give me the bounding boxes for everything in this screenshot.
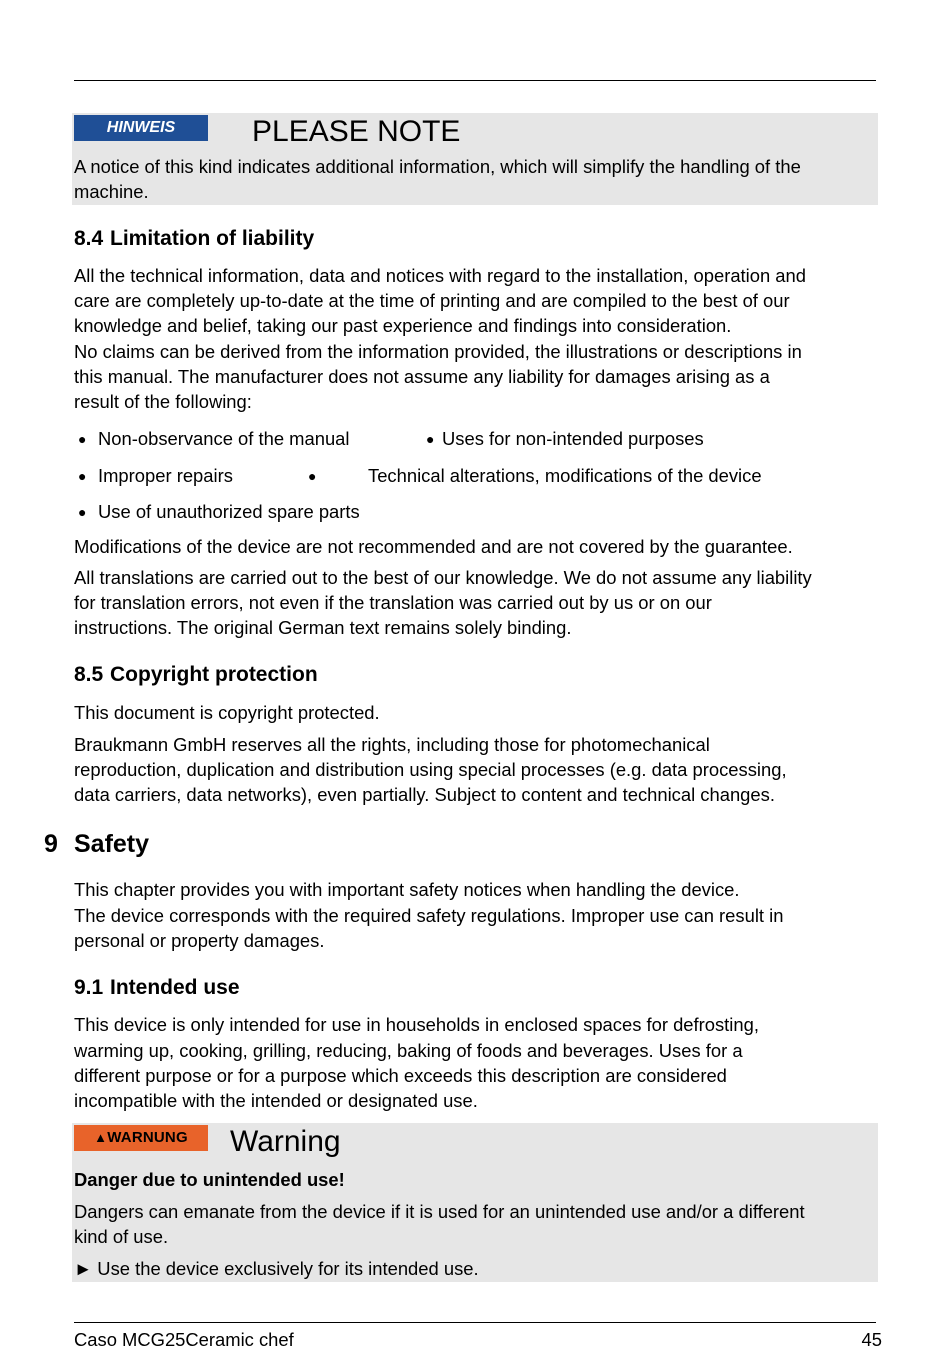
s9-line-3: personal or property damages. [74, 930, 325, 951]
s91-line-3: different purpose or for a purpose which exceeds this description are considered [74, 1065, 727, 1086]
s91-line-4: incompatible with the intended or designated use. [74, 1090, 478, 1111]
bullet-item: ● Improper repairs [78, 463, 233, 489]
warning-title: Warning [230, 1125, 341, 1158]
s84-line-1: All the technical information, data and notices with regard to the installation, operation and [74, 265, 806, 286]
hinweis-badge: HINWEIS [74, 115, 208, 141]
heading-9-number: 9 [44, 830, 58, 858]
heading-8-4 [74, 226, 314, 252]
heading-8-5-number: 8.5 [74, 663, 104, 686]
heading-8-4-number: 8.4 [74, 227, 104, 250]
s84-modifications: Modifications of the device are not recommended and are not covered by the guarantee. [74, 536, 793, 557]
heading-8-5 [74, 662, 318, 688]
footer-product: Caso MCG25Ceramic chef [74, 1329, 294, 1350]
bullet-item: ● Uses for non-intended purposes [426, 426, 704, 452]
heading-9 [44, 829, 149, 859]
s84-line-3: knowledge and belief, taking our past experience and findings into consideration. [74, 315, 732, 336]
please-note-title: PLEASE NOTE [252, 115, 461, 148]
top-rule [74, 80, 876, 81]
warning-text-line-2: kind of use. [74, 1226, 169, 1247]
footer-page-number: 45 [861, 1329, 882, 1350]
s84-translations-3: instructions. The original German text remains solely binding. [74, 617, 572, 638]
bullet-item: ● Technical alterations, modifications of the device [308, 463, 762, 489]
bullet-dot-icon: ● [426, 431, 435, 447]
bullet-dot-icon: ● [308, 468, 317, 484]
s9-line-2: The device corresponds with the required safety regulations. Improper use can result in [74, 905, 784, 926]
bullet-item: ● Non-observance of the manual [78, 426, 350, 452]
s91-line-2: warming up, cooking, grilling, reducing, baking of foods and beverages. Uses for a [74, 1040, 743, 1061]
heading-9-1-title: Intended use [110, 976, 240, 999]
heading-8-4-title: Limitation of liability [110, 227, 315, 250]
bullet-dot-icon: ● [78, 504, 87, 520]
warning-subtitle: Danger due to unintended use! [74, 1169, 345, 1190]
s84-line-4: No claims can be derived from the information provided, the illustrations or descriptions in [74, 341, 802, 362]
s85-line-4: data carriers, data networks), even partially. Subject to content and technical changes. [74, 784, 775, 805]
warnung-badge [74, 1125, 208, 1151]
s84-line-5: this manual. The manufacturer does not assume any liability for damages arising as a [74, 366, 770, 387]
s84-translations-1: All translations are carried out to the best of our knowledge. We do not assume any liability [74, 567, 812, 588]
warning-triangle-icon: ▲ [94, 1130, 108, 1145]
s91-line-1: This device is only intended for use in households in enclosed spaces for defrosting, [74, 1014, 759, 1035]
bullet-dot-icon: ● [78, 431, 87, 447]
note-text-line-1: A notice of this kind indicates additional information, which will simplify the handling of the [74, 156, 801, 177]
warning-box [72, 1123, 878, 1282]
note-text-line-2: machine. [74, 181, 149, 202]
bullet-dot-icon: ● [78, 468, 87, 484]
s84-translations-2: for translation errors, not even if the translation was carried out by us or on our [74, 592, 712, 613]
warnung-badge-label: WARNUNG [107, 1129, 188, 1146]
s85-line-3: reproduction, duplication and distribution using special processes (e.g. data processing, [74, 759, 787, 780]
s84-line-6: result of the following: [74, 391, 252, 412]
bullet-item: ● Use of unauthorized spare parts [78, 499, 360, 525]
heading-9-1 [74, 975, 240, 1001]
heading-8-5-title: Copyright protection [110, 663, 318, 686]
s85-line-1: This document is copyright protected. [74, 702, 380, 723]
heading-9-title: Safety [74, 830, 150, 858]
heading-9-1-number: 9.1 [74, 976, 104, 999]
please-note-box [72, 113, 878, 205]
bottom-rule [74, 1322, 876, 1323]
warning-action: ► Use the device exclusively for its intended use. [74, 1258, 479, 1279]
warning-text-line-1: Dangers can emanate from the device if it is used for an unintended use and/or a different [74, 1201, 805, 1222]
s84-line-2: care are completely up-to-date at the time of printing and are compiled to the best of our [74, 290, 790, 311]
s9-line-1: This chapter provides you with important safety notices when handling the device. [74, 879, 740, 900]
s85-line-2: Braukmann GmbH reserves all the rights, including those for photomechanical [74, 734, 710, 755]
